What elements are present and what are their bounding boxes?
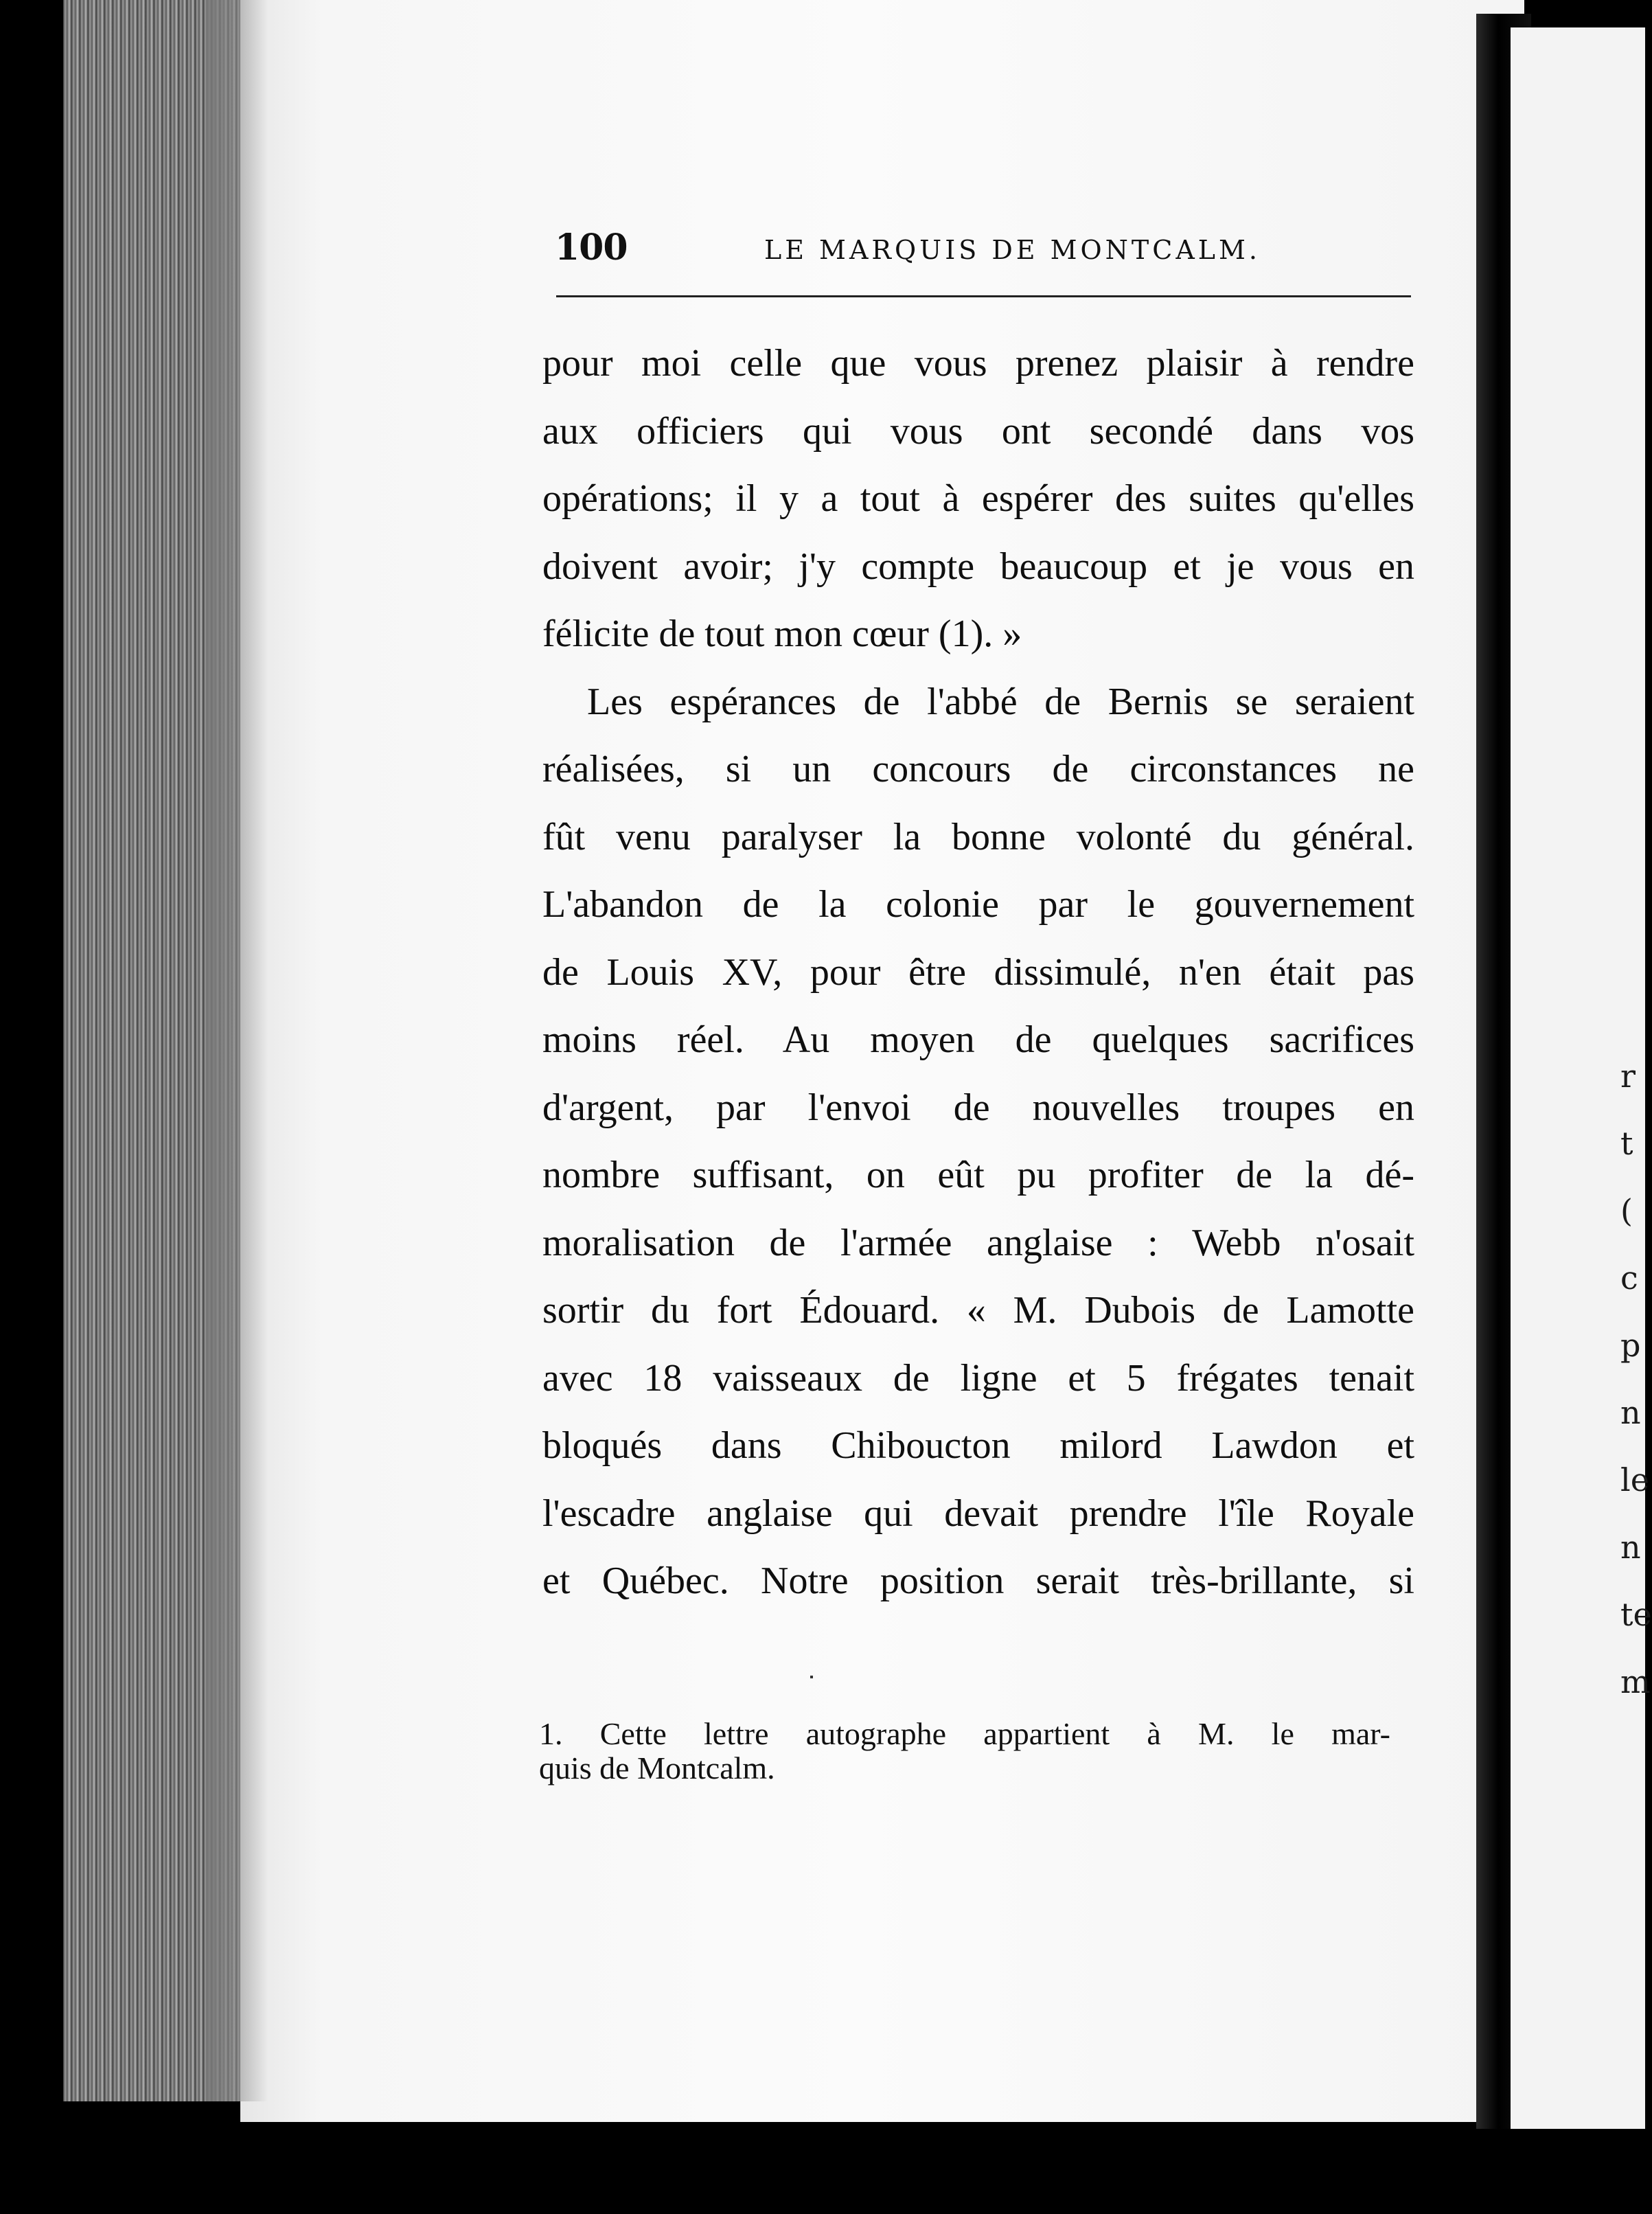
footnote-line: quis de Montcalm. xyxy=(539,1750,775,1785)
facing-page-edge xyxy=(1511,27,1652,2143)
scan-border xyxy=(0,2129,1645,2214)
facing-page-fragment: r xyxy=(1620,1058,1636,1095)
text-line: fût venu paralyser la bonne volonté du général. xyxy=(542,815,1414,858)
text-line: pour moi celle que vous prenez plaisir à rendre xyxy=(542,342,1414,385)
footnote-line: 1. Cette lettre autographe appartient à M. le mar- xyxy=(539,1716,1390,1751)
text-line: réalisées, si un concours de circonstances ne xyxy=(542,748,1414,790)
text-line: doivent avoir; j'y compte beaucoup et je vous en xyxy=(542,545,1414,588)
footnote xyxy=(539,1717,1390,1785)
facing-page-fragment: p xyxy=(1620,1327,1641,1364)
facing-page-fragment: c xyxy=(1620,1259,1638,1297)
running-header xyxy=(555,227,1413,282)
text-line: sortir du fort Édouard. « M. Dubois de Lamotte xyxy=(542,1289,1414,1332)
text-line: opérations; il y a tout à espérer des suites qu'elles xyxy=(542,477,1414,520)
header-rule xyxy=(556,295,1411,297)
text-line: et Québec. Notre position serait très-brillante, si xyxy=(542,1560,1414,1602)
text-line: moins réel. Au moyen de quelques sacrifices xyxy=(542,1018,1414,1061)
text-line: d'argent, par l'envoi de nouvelles troupes en xyxy=(542,1086,1414,1129)
body-text xyxy=(542,330,1414,1615)
text-line: nombre suffisant, on eût pu profiter de la dé- xyxy=(542,1154,1414,1196)
text-line: aux officiers qui vous ont secondé dans vos xyxy=(542,409,1414,453)
paragraph-first-line: Les espérances de l'abbé de Bernis se seraient xyxy=(587,680,1414,723)
facing-page-fragment: te xyxy=(1620,1596,1652,1633)
running-title: LE MARQUIS DE MONTCALM. xyxy=(764,235,1261,265)
facing-page-fragment: ( xyxy=(1620,1192,1633,1229)
page-shadow xyxy=(206,0,268,2101)
facing-page-fragment: le xyxy=(1620,1461,1649,1498)
page-number: 100 xyxy=(555,227,628,269)
text-line: L'abandon de la colonie par le gouvernement xyxy=(542,883,1414,926)
text-line: de Louis XV, pour être dissimulé, n'en était pas xyxy=(542,950,1414,994)
text-line: moralisation de l'armée anglaise : Webb n'osait xyxy=(542,1221,1414,1264)
text-line: félicite de tout mon cœur (1). » xyxy=(542,613,1022,655)
facing-page-fragment: t xyxy=(1620,1125,1633,1162)
text-line: l'escadre anglaise qui devait prendre l'île Royale xyxy=(542,1492,1414,1535)
facing-page-fragment: n xyxy=(1620,1529,1641,1566)
text-line: avec 18 vaisseaux de ligne et 5 frégates tenait xyxy=(542,1356,1414,1400)
facing-page-fragment: n xyxy=(1620,1394,1641,1431)
facing-page-fragment: m xyxy=(1620,1663,1651,1700)
text-line: bloqués dans Chiboucton milord Lawdon et xyxy=(542,1424,1414,1467)
footnote-separator xyxy=(810,1676,813,1678)
